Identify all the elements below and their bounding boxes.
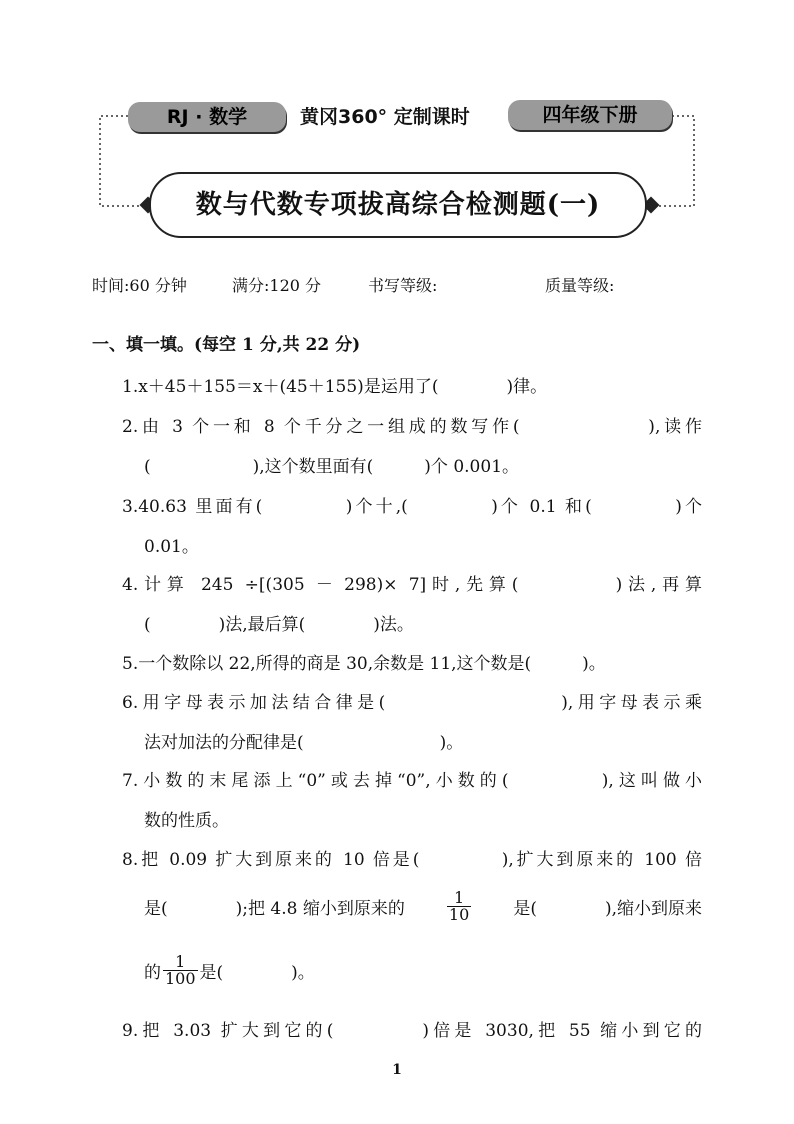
question-9-line-1: 9.把 3.03 扩大到它的( )倍是 3030,把 55 缩小到它的 [122, 1021, 702, 1041]
fraction-numerator: 1 [163, 954, 198, 971]
section-heading: 一、填一填。(每空 1 分,共 22 分) [92, 335, 361, 355]
question-6-line-2: 法对加法的分配律是( )。 [144, 733, 464, 753]
quality-grade: 质量等级: [545, 276, 615, 295]
grade-pill: 四年级下册 [508, 100, 672, 130]
question-7-line-1: 7.小数的末尾添上“0”或去掉“0”,小数的( ),这叫做小 [122, 771, 702, 791]
subject-pill: RJ · 数学 [128, 102, 286, 132]
fraction-denominator: 10 [448, 905, 470, 924]
q8-line2-part1: 是( );把 4.8 缩小到原来的 [144, 899, 405, 919]
question-2-line-2: ( ),这个数里面有( )个 0.001。 [144, 457, 520, 477]
question-1: 1.x＋45＋155＝x＋(45＋155)是运用了( )律。 [122, 377, 548, 397]
full-score: 满分:120 分 [232, 276, 322, 295]
question-7-line-2: 数的性质。 [144, 811, 229, 831]
question-5: 5.一个数除以 22,所得的商是 30,余数是 11,这个数是( )。 [122, 654, 606, 674]
fraction-denominator: 100 [165, 969, 196, 988]
series-name: 黄冈360° 定制课时 [300, 106, 470, 128]
question-8-line-1: 8.把 0.09 扩大到原来的 10 倍是( ),扩大到原来的 100 倍 [122, 850, 702, 870]
question-8-line-2 [144, 890, 702, 923]
page-title: 数与代数专项拔高综合检测题(一) [149, 172, 647, 238]
question-2-line-1: 2.由 3 个一和 8 个千分之一组成的数写作( ),读作 [122, 417, 702, 437]
time-limit: 时间:60 分钟 [92, 276, 187, 295]
question-4-line-1: 4.计算 245 ÷[(305 － 298)× 7]时,先算( )法,再算 [122, 575, 702, 595]
q8-line3-part2: 是( )。 [199, 963, 315, 983]
q8-line3-part1: 的 [144, 963, 161, 983]
fraction-one-tenth [447, 890, 471, 923]
fraction-one-hundredth [163, 954, 198, 987]
question-3-line-1: 3.40.63 里面有( )个十,( )个 0.1 和( )个 [122, 497, 702, 517]
writing-grade: 书写等级: [368, 276, 438, 295]
question-8-line-3 [144, 954, 315, 987]
question-4-line-2: ( )法,最后算( )法。 [144, 615, 414, 635]
question-6-line-1: 6.用字母表示加法结合律是( ),用字母表示乘 [122, 693, 702, 713]
page-number: 1 [392, 1062, 402, 1078]
q8-line2-part2: 是( ),缩小到原来 [513, 899, 702, 919]
fraction-numerator: 1 [447, 890, 471, 907]
question-3-line-2: 0.01。 [144, 537, 199, 557]
